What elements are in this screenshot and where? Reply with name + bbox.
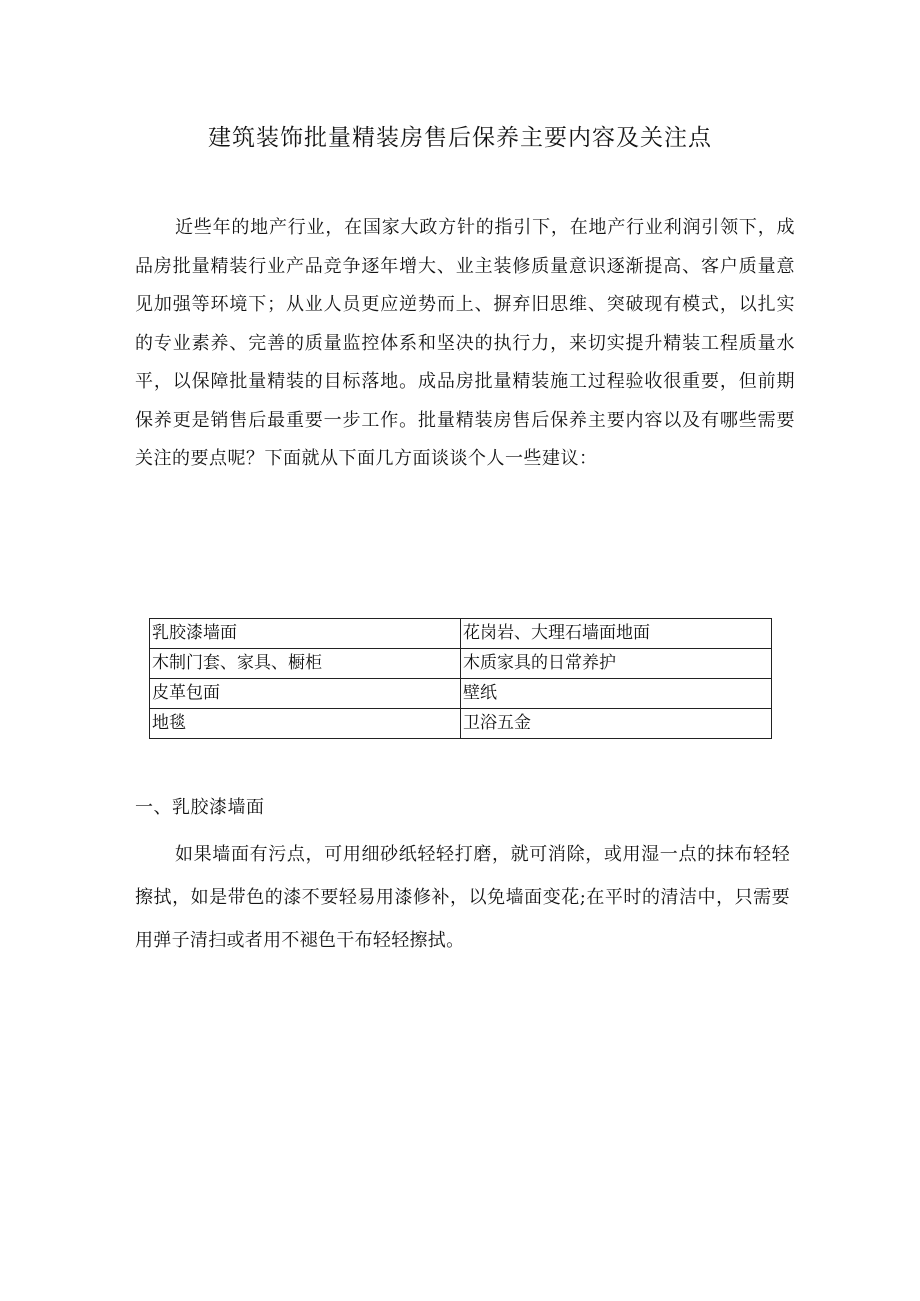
table-row [150, 649, 772, 679]
topics-table [149, 618, 772, 739]
table-cell: 卫浴五金 [461, 709, 772, 739]
table-cell: 木质家具的日常养护 [461, 649, 772, 679]
table-cell: 皮革包面 [150, 679, 461, 709]
section-paragraph: 如果墙面有污点，可用细砂纸轻轻打磨，就可消除，或用湿一点的抹布轻轻擦拭，如是带色的漆不要轻易用漆修补，以免墙面变花;在平时的清洁中，只需要用弹子清扫或者用不褪色干布轻轻擦拭。 [135, 844, 790, 951]
table-cell: 壁纸 [461, 679, 772, 709]
table-row [150, 619, 772, 649]
table-cell: 乳胶漆墙面 [150, 619, 461, 649]
document-title: 建筑装饰批量精装房售后保养主要内容及关注点 [208, 125, 712, 151]
table-row [150, 709, 772, 739]
section-heading: 一、乳胶漆墙面 [135, 797, 265, 818]
intro-paragraph: 近些年的地产行业，在国家大政方针的指引下，在地产行业利润引领下，成品房批量精装行业产品竞争逐年增大、业主装修质量意识逐渐提高、客户质量意见加强等环境下；从业人员更应逆势而上、摒弃旧思维、突破现有模式，以扎实的专业素养、完善的质量监控体系和坚决的执行力，来切实提升精装工程质量水平，以保障批量精装的目标落地。成品房批量精装施工过程验收很重要，但前期保养更是销售后最重要一步工作。批量精装房售后保养主要内容以及有哪些需要关注的要点呢？下面就从下面几方面谈谈个人一些建议： [135, 217, 795, 469]
table-cell: 花岗岩、大理石墙面地面 [461, 619, 772, 649]
table-cell: 地毯 [150, 709, 461, 739]
table-row [150, 679, 772, 709]
table-cell: 木制门套、家具、橱柜 [150, 649, 461, 679]
